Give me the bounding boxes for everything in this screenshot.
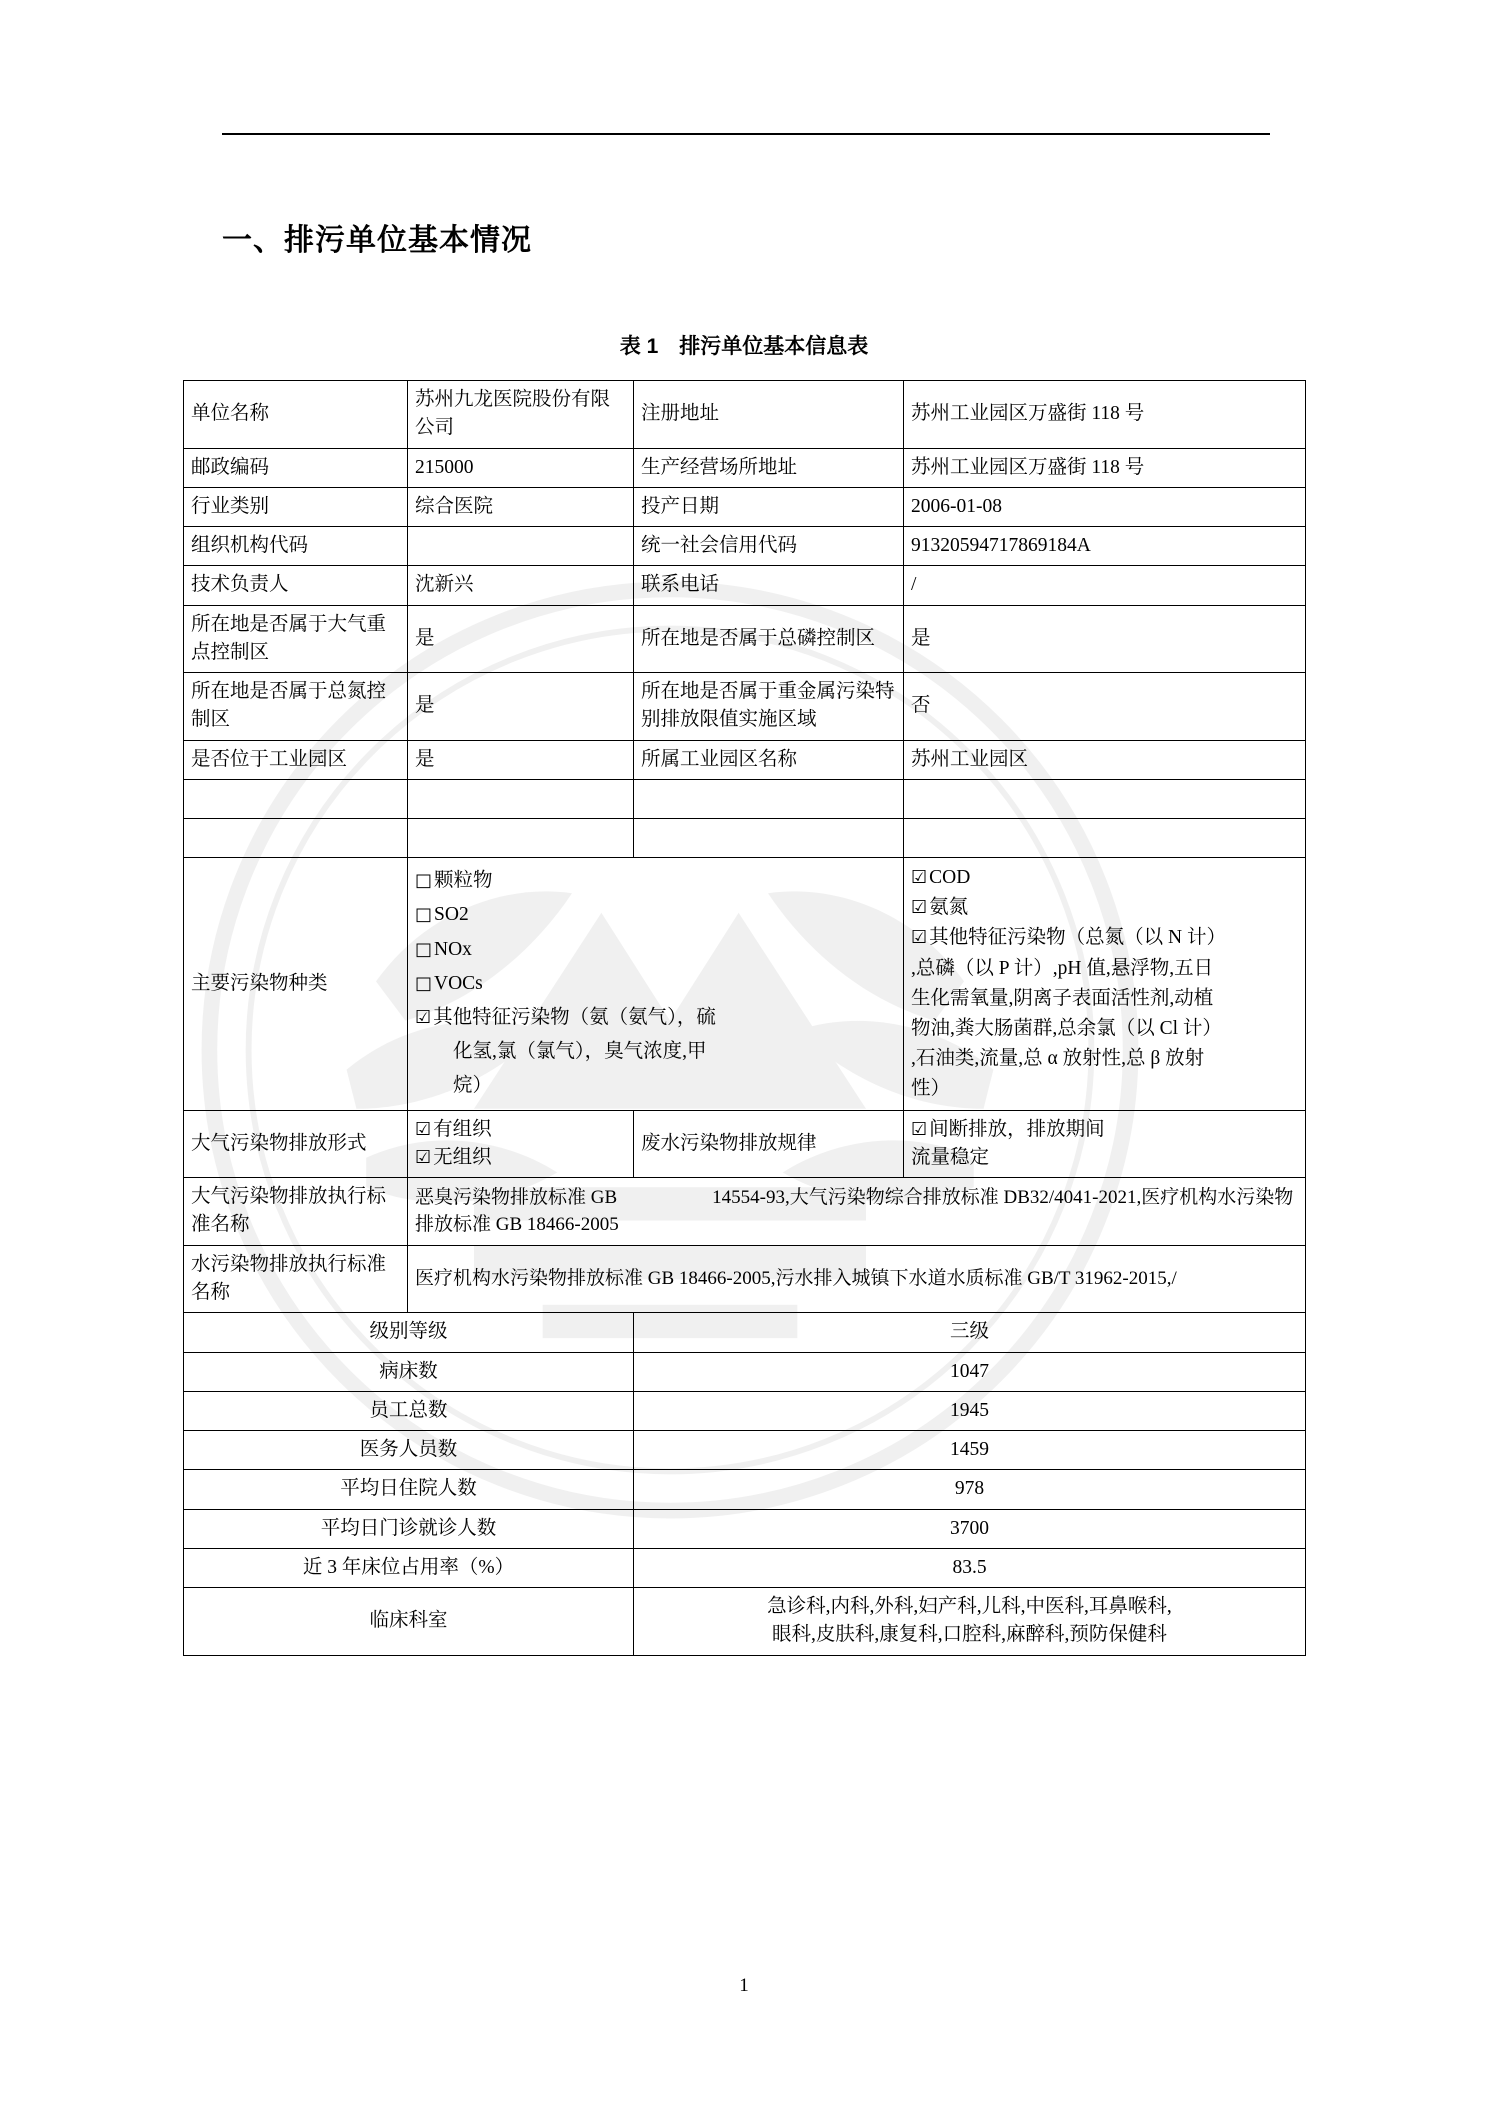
checkbox-checked-icon[interactable]: ☑ bbox=[415, 1118, 432, 1140]
table-row bbox=[184, 1509, 1306, 1548]
checkbox-row-vocs[interactable]: □ VOCs bbox=[415, 972, 483, 994]
cell-value-air-key-control-zone: 是 bbox=[408, 605, 634, 673]
checkbox-row-other-air-pollutants[interactable]: ☑ 其他特征污染物（氨（氨气），硫 化氢,氯（氯气），臭气浓度,甲 烷） bbox=[415, 1001, 896, 1103]
cell-label-business-address: 生产经营场所地址 bbox=[634, 448, 904, 487]
checkbox-row-other-water-pollutants[interactable]: ☑ 其他特征污染物（总氮（以 N 计） ,总磷（以 P 计）,pH 值,悬浮物,五日 生化需氧量,阴离子表面活性剂,动植 物油,粪大肠菌群,总余氯（以 Cl 计） ,石油类,流量,总 α 放射性,总 β 放射 性） bbox=[911, 923, 1298, 1104]
table-row bbox=[184, 487, 1306, 526]
table-row-emission-form bbox=[184, 1110, 1306, 1178]
table-row bbox=[184, 527, 1306, 566]
cell-label-in-industrial-park: 是否位于工业园区 bbox=[184, 740, 408, 779]
cell-value-industry: 综合医院 bbox=[408, 487, 634, 526]
cell-value-org-code bbox=[408, 527, 634, 566]
cell-value-heavy-metal-zone: 否 bbox=[904, 673, 1306, 741]
cell-blank bbox=[634, 818, 904, 857]
table-row bbox=[184, 1313, 1306, 1352]
cell-label-water-standard: 水污染物排放执行标准名称 bbox=[184, 1245, 408, 1313]
cell-value-total-nitrogen-zone: 是 bbox=[408, 673, 634, 741]
table-row bbox=[184, 566, 1306, 605]
cell-blank bbox=[184, 779, 408, 818]
departments-line-1: 急诊科,内科,外科,妇产科,儿科,中医科,耳鼻喉科, bbox=[767, 1596, 1172, 1618]
checkbox-unchecked-icon[interactable]: □ bbox=[415, 870, 433, 892]
table-row-blank bbox=[184, 779, 1306, 818]
table-row bbox=[184, 740, 1306, 779]
cell-value-avg-inpatients: 978 bbox=[634, 1470, 1306, 1509]
cell-label-postcode: 邮政编码 bbox=[184, 448, 408, 487]
checkbox-row-unorganized[interactable]: ☑ 无组织 bbox=[415, 1146, 492, 1168]
table-row bbox=[184, 673, 1306, 741]
checkbox-checked-icon[interactable]: ☑ bbox=[911, 927, 928, 949]
water-pollutant-continuation-line-2: 生化需氧量,阴离子表面活性剂,动植 bbox=[911, 987, 1214, 1009]
table-row bbox=[184, 381, 1306, 449]
cell-value-air-standard: 恶臭污染物排放标准 GB 14554-93,大气污染物综合排放标准 DB32/4041-2021,医疗机构水污染物排放标准 GB 18466-2005 bbox=[408, 1178, 1306, 1246]
cell-value-grade: 三级 bbox=[634, 1313, 1306, 1352]
section-heading: 一、排污单位基本情况 bbox=[222, 224, 532, 257]
cell-label-industrial-park-name: 所属工业园区名称 bbox=[634, 740, 904, 779]
table-row bbox=[184, 1352, 1306, 1391]
air-pollutant-continuation-line-2: 烷） bbox=[453, 1075, 493, 1097]
cell-value-credit-code: 91320594717869184A bbox=[904, 527, 1306, 566]
table-row bbox=[184, 448, 1306, 487]
checkbox-checked-icon[interactable]: ☑ bbox=[911, 866, 928, 888]
cell-label-bed-occupancy: 近 3 年床位占用率（%） bbox=[184, 1548, 634, 1587]
table-row-pollutant-types bbox=[184, 857, 1306, 1110]
table-row bbox=[184, 1431, 1306, 1470]
table-row-air-standard bbox=[184, 1178, 1306, 1246]
cell-value-postcode: 215000 bbox=[408, 448, 634, 487]
checkbox-row-particulate[interactable]: □ 颗粒物 bbox=[415, 870, 493, 892]
page-number: 1 bbox=[739, 1975, 749, 1996]
table-row bbox=[184, 605, 1306, 673]
cell-label-phone: 联系电话 bbox=[634, 566, 904, 605]
cell-value-tech-manager: 沈新兴 bbox=[408, 566, 634, 605]
table-caption: 表 1 排污单位基本信息表 bbox=[619, 335, 869, 358]
cell-value-medical-staff: 1459 bbox=[634, 1431, 1306, 1470]
basic-info-table bbox=[183, 380, 1306, 1656]
checkbox-row-intermittent-discharge[interactable]: ☑ 间断排放，排放期间 bbox=[911, 1118, 1105, 1140]
cell-value-in-industrial-park: 是 bbox=[408, 740, 634, 779]
cell-label-avg-outpatients: 平均日门诊就诊人数 bbox=[184, 1509, 634, 1548]
checkbox-row-ammonia-nitrogen[interactable]: ☑ 氨氮 bbox=[911, 897, 969, 919]
checkbox-row-cod[interactable]: ☑ COD bbox=[911, 866, 971, 888]
cell-label-clinical-departments: 临床科室 bbox=[184, 1588, 634, 1656]
water-pollutant-continuation-line-1: ,总磷（以 P 计）,pH 值,悬浮物,五日 bbox=[911, 957, 1214, 979]
cell-label-staff-total: 员工总数 bbox=[184, 1391, 634, 1430]
header-rule bbox=[222, 133, 1270, 135]
cell-label-total-phosphorus-zone: 所在地是否属于总磷控制区 bbox=[634, 605, 904, 673]
cell-blank bbox=[904, 779, 1306, 818]
cell-value-water-standard: 医疗机构水污染物排放标准 GB 18466-2005,污水排入城镇下水道水质标准 GB/T 31962-2015,/ bbox=[408, 1245, 1306, 1313]
table-row bbox=[184, 1470, 1306, 1509]
checkbox-checked-icon[interactable]: ☑ bbox=[911, 897, 928, 919]
checkbox-unchecked-icon[interactable]: □ bbox=[415, 904, 433, 926]
checkbox-checked-icon[interactable]: ☑ bbox=[415, 1006, 432, 1028]
table-row bbox=[184, 1548, 1306, 1587]
checkbox-unchecked-icon[interactable]: □ bbox=[415, 938, 433, 960]
cell-value-industrial-park-name: 苏州工业园区 bbox=[904, 740, 1306, 779]
cell-blank bbox=[184, 818, 408, 857]
checkbox-row-so2[interactable]: □ SO2 bbox=[415, 904, 469, 926]
cell-label-credit-code: 统一社会信用代码 bbox=[634, 527, 904, 566]
cell-label-total-nitrogen-zone: 所在地是否属于总氮控制区 bbox=[184, 673, 408, 741]
water-pollutant-continuation-line-4: ,石油类,流量,总 α 放射性,总 β 放射 bbox=[911, 1048, 1205, 1070]
checkbox-checked-icon[interactable]: ☑ bbox=[415, 1146, 432, 1168]
cell-value-total-phosphorus-zone: 是 bbox=[904, 605, 1306, 673]
cell-wastewater-discharge-pattern-value bbox=[904, 1110, 1306, 1178]
cell-label-grade: 级别等级 bbox=[184, 1313, 634, 1352]
water-pollutant-continuation-line-5: 性） bbox=[911, 1078, 951, 1100]
cell-value-clinical-departments bbox=[634, 1588, 1306, 1656]
cell-blank bbox=[634, 779, 904, 818]
checkbox-row-organized[interactable]: ☑ 有组织 bbox=[415, 1118, 492, 1140]
cell-label-avg-inpatients: 平均日住院人数 bbox=[184, 1470, 634, 1509]
cell-label-pollutant-types: 主要污染物种类 bbox=[184, 857, 408, 1110]
water-pollutant-continuation-line-3: 物油,粪大肠菌群,总余氯（以 Cl 计） bbox=[911, 1018, 1222, 1040]
cell-value-business-address: 苏州工业园区万盛街 118 号 bbox=[904, 448, 1306, 487]
cell-label-medical-staff: 医务人员数 bbox=[184, 1431, 634, 1470]
checkbox-unchecked-icon[interactable]: □ bbox=[415, 972, 433, 994]
cell-label-unit-name: 单位名称 bbox=[184, 381, 408, 449]
cell-value-bed-count: 1047 bbox=[634, 1352, 1306, 1391]
cell-air-pollutant-checklist bbox=[408, 857, 904, 1110]
cell-label-org-code: 组织机构代码 bbox=[184, 527, 408, 566]
cell-label-registered-address: 注册地址 bbox=[634, 381, 904, 449]
cell-air-emission-form-options bbox=[408, 1110, 634, 1178]
cell-label-wastewater-discharge-pattern: 废水污染物排放规律 bbox=[634, 1110, 904, 1178]
cell-blank bbox=[408, 779, 634, 818]
cell-value-phone: / bbox=[904, 566, 1306, 605]
cell-value-unit-name: 苏州九龙医院股份有限公司 bbox=[408, 381, 634, 449]
cell-label-tech-manager: 技术负责人 bbox=[184, 566, 408, 605]
cell-value-staff-total: 1945 bbox=[634, 1391, 1306, 1430]
table-row bbox=[184, 1391, 1306, 1430]
cell-value-avg-outpatients: 3700 bbox=[634, 1509, 1306, 1548]
table-row-blank bbox=[184, 818, 1306, 857]
cell-blank bbox=[904, 818, 1306, 857]
cell-blank bbox=[408, 818, 634, 857]
cell-label-air-standard: 大气污染物排放执行标准名称 bbox=[184, 1178, 408, 1246]
cell-water-pollutant-checklist bbox=[904, 857, 1306, 1110]
checkbox-checked-icon[interactable]: ☑ bbox=[911, 1118, 928, 1140]
cell-value-production-date: 2006-01-08 bbox=[904, 487, 1306, 526]
cell-label-heavy-metal-zone: 所在地是否属于重金属污染特别排放限值实施区域 bbox=[634, 673, 904, 741]
departments-line-2: 眼科,皮肤科,康复科,口腔科,麻醉科,预防保健科 bbox=[772, 1624, 1167, 1646]
air-pollutant-continuation-line-1: 化氢,氯（氯气），臭气浓度,甲 bbox=[453, 1040, 707, 1062]
cell-label-air-key-control-zone: 所在地是否属于大气重点控制区 bbox=[184, 605, 408, 673]
cell-label-air-emission-form: 大气污染物排放形式 bbox=[184, 1110, 408, 1178]
cell-label-production-date: 投产日期 bbox=[634, 487, 904, 526]
cell-value-bed-occupancy: 83.5 bbox=[634, 1548, 1306, 1587]
wastewater-discharge-continuation: 流量稳定 bbox=[911, 1146, 990, 1168]
checkbox-row-nox[interactable]: □ NOx bbox=[415, 938, 472, 960]
table-row-departments bbox=[184, 1588, 1306, 1656]
table-row-water-standard bbox=[184, 1245, 1306, 1313]
cell-label-industry: 行业类别 bbox=[184, 487, 408, 526]
cell-value-registered-address: 苏州工业园区万盛街 118 号 bbox=[904, 381, 1306, 449]
cell-label-bed-count: 病床数 bbox=[184, 1352, 634, 1391]
